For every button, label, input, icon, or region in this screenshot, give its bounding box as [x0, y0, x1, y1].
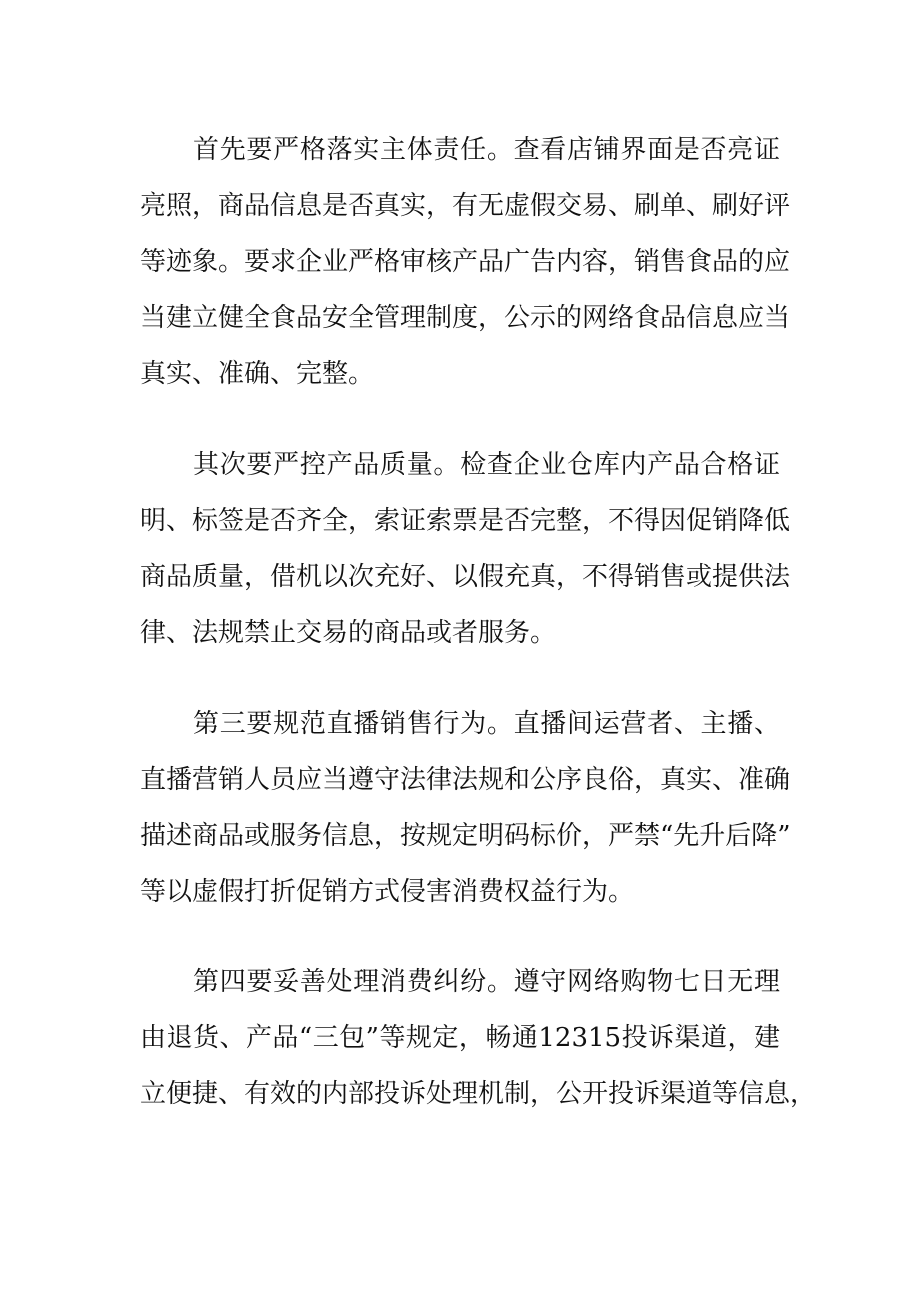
text-line: 等迹象。要求企业严格审核产品广告内容，销售食品的应 — [140, 247, 791, 277]
text-line: 直播营销人员应当遵守法律法规和公序良俗，真实、准确 — [140, 765, 791, 795]
text-line: 真实、准确、完整。 — [140, 359, 375, 389]
text-line: 商品质量，借机以次充好、以假充真，不得销售或提供法 — [140, 562, 791, 592]
text-line: 第四要妥善处理消费纠纷。遵守网络购物七日无理 — [193, 967, 780, 997]
text-line: 其次要严控产品质量。检查企业仓库内产品合格证 — [193, 450, 780, 480]
text-line: 律、法规禁止交易的商品或者服务。 — [140, 618, 557, 648]
text-line: 当建立健全食品安全管理制度，公示的网络食品信息应当 — [140, 303, 791, 333]
text-line: 第三要规范直播销售行为。直播间运营者、主播、 — [193, 709, 780, 739]
text-line: 立便捷、有效的内部投诉处理机制，公开投诉渠道等信息， — [140, 1079, 817, 1109]
text-line: 亮照，商品信息是否真实，有无虚假交易、刷单、刷好评 — [140, 191, 791, 221]
text-line: 首先要严格落实主体责任。查看店铺界面是否亮证 — [193, 135, 780, 165]
text-line: 等以虚假打折促销方式侵害消费权益行为。 — [140, 877, 635, 907]
text-line: 明、标签是否齐全，索证索票是否完整，不得因促销降低 — [140, 506, 791, 536]
text-line: 描述商品或服务信息，按规定明码标价，严禁“先升后降” — [140, 821, 791, 851]
text-line: 由退货、产品“三包”等规定，畅通12315投诉渠道，建 — [140, 1023, 780, 1053]
